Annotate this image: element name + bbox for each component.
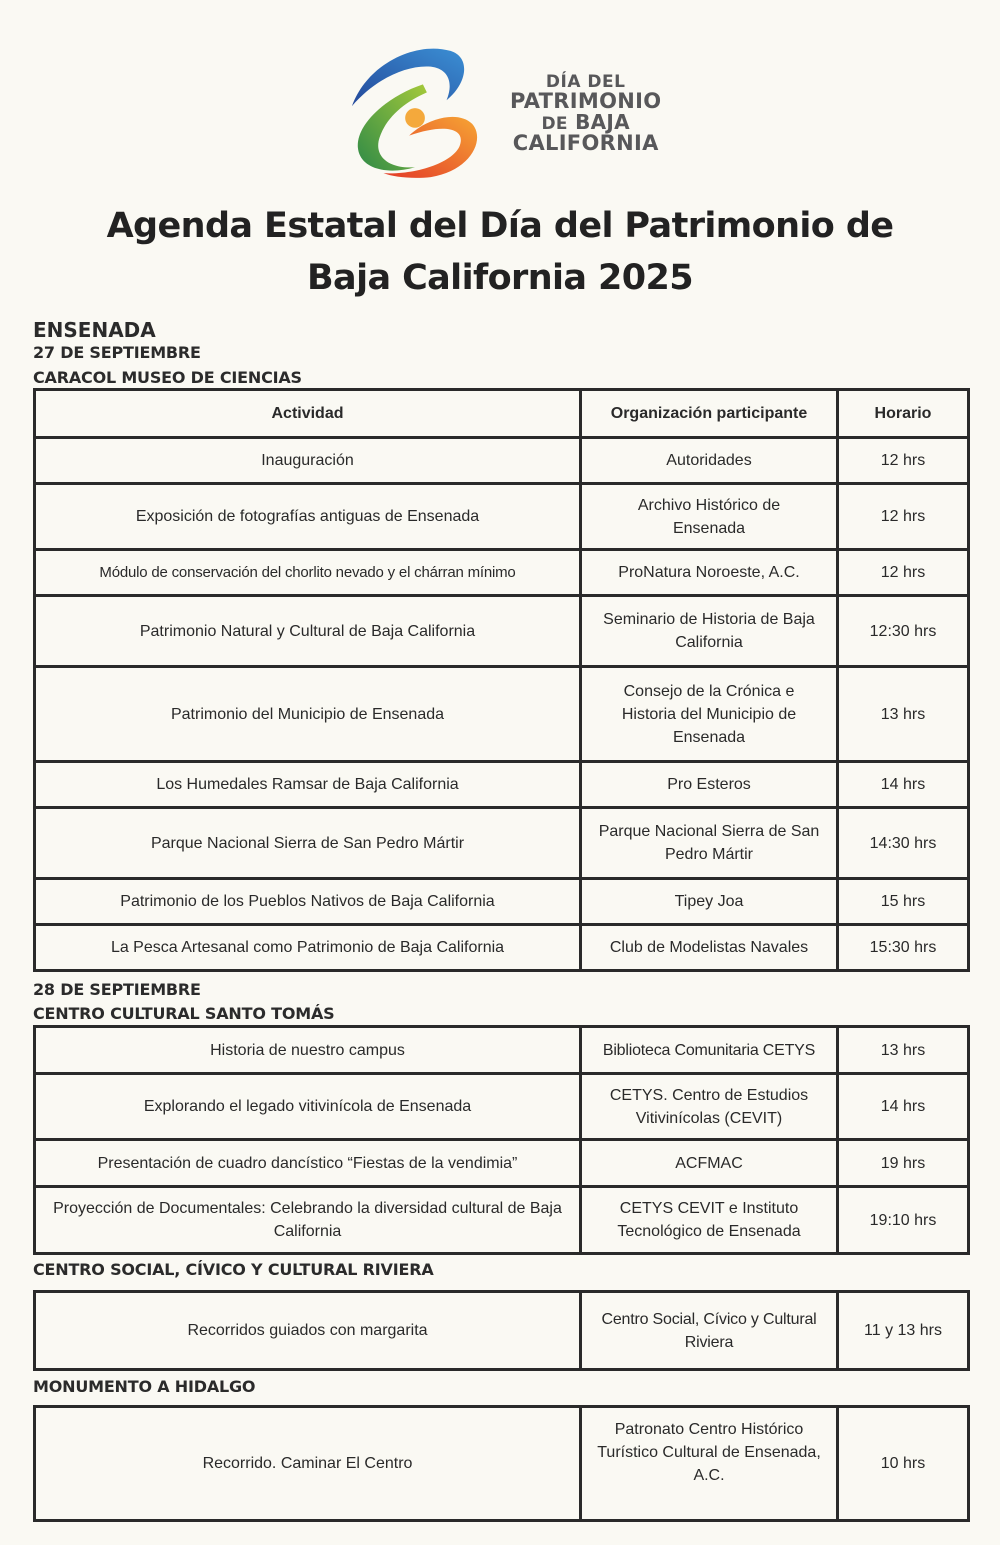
- organization-cell: ACFMAC: [581, 1140, 838, 1187]
- page-title: [0, 200, 1000, 304]
- activity-cell: Parque Nacional Sierra de San Pedro Mártir: [35, 808, 581, 879]
- organization-cell: Club de Modelistas Navales: [581, 925, 838, 971]
- schedule-cell: 12:30 hrs: [838, 596, 969, 667]
- activity-cell: Inauguración: [35, 438, 581, 484]
- logo-line-4: CALIFORNIA: [512, 131, 659, 155]
- schedule-cell: 14:30 hrs: [838, 808, 969, 879]
- venue-heading-monumento-hidalgo: MONUMENTO A HIDALGO: [33, 1377, 256, 1396]
- logo-line-1: DÍA DEL: [545, 72, 626, 92]
- venue-heading-caracol: CARACOL MUSEO DE CIENCIAS: [33, 368, 302, 387]
- schedule-cell: 15:30 hrs: [838, 925, 969, 971]
- organization-text: Patronato Centro Histórico Turístico Cultural de Ensenada, A.C.: [597, 1421, 821, 1484]
- column-header-organization: Organización participante: [581, 390, 838, 438]
- venue-heading-riviera: CENTRO SOCIAL, CÍVICO Y CULTURAL RIVIERA: [33, 1260, 434, 1279]
- venue-heading-santo-tomas: CENTRO CULTURAL SANTO TOMÁS: [33, 1004, 335, 1023]
- activity-cell: Patrimonio Natural y Cultural de Baja California: [35, 596, 581, 667]
- schedule-cell: 14 hrs: [838, 1074, 969, 1140]
- activity-cell: Módulo de conservación del chorlito nevado y el chárran mínimo: [35, 550, 581, 596]
- table-row: [35, 667, 969, 762]
- schedule-cell: 13 hrs: [838, 1027, 969, 1074]
- activity-cell: Exposición de fotografías antiguas de Ensenada: [35, 484, 581, 550]
- schedule-cell: 19 hrs: [838, 1140, 969, 1187]
- table-row: [35, 484, 969, 550]
- schedule-cell: 12 hrs: [838, 550, 969, 596]
- page-title-line-2: Baja California 2025: [306, 258, 694, 298]
- organization-text: CETYS. Centro de Estudios Vitivinícolas (CEVIT): [609, 1086, 809, 1127]
- organization-text: Archivo Histórico de Ensenada: [637, 496, 781, 537]
- heritage-day-logo-icon: [348, 45, 486, 183]
- activity-cell: Proyección de Documentales: Celebrando la diversidad cultural de Baja California: [35, 1187, 581, 1254]
- organization-cell: Centro Social, Cívico y Cultural Riviera: [581, 1292, 838, 1370]
- activity-cell: Explorando el legado vitivinícola de Ensenada: [35, 1074, 581, 1140]
- table-row: [35, 1407, 969, 1521]
- activity-cell: Historia de nuestro campus: [35, 1027, 581, 1074]
- column-header-schedule: Horario: [838, 390, 969, 438]
- table-row: [35, 1074, 969, 1140]
- logo-wordmark: [510, 74, 661, 154]
- organization-cell: [581, 1187, 838, 1254]
- organization-cell: Biblioteca Comunitaria CETYS: [581, 1027, 838, 1074]
- activity-cell: Presentación de cuadro dancístico “Fiestas de la vendimia”: [35, 1140, 581, 1187]
- table-row: [35, 808, 969, 879]
- table-row: [35, 1140, 969, 1187]
- table-row: [35, 879, 969, 925]
- organization-cell: Autoridades: [581, 438, 838, 484]
- table-row: [35, 1292, 969, 1370]
- schedule-cell: 10 hrs: [838, 1407, 969, 1521]
- table-row: [35, 550, 969, 596]
- agenda-table-santo-tomas: [33, 1025, 970, 1255]
- table-row: [35, 1027, 969, 1074]
- schedule-cell: 19:10 hrs: [838, 1187, 969, 1254]
- organization-cell: ProNatura Noroeste, A.C.: [581, 550, 838, 596]
- date-heading-day-2: 28 DE SEPTIEMBRE: [33, 980, 201, 999]
- organization-cell: Seminario de Historia de Baja California: [581, 596, 838, 667]
- organization-cell: [581, 484, 838, 550]
- activity-cell: Patrimonio de los Pueblos Nativos de Baja California: [35, 879, 581, 925]
- logo: [348, 44, 668, 184]
- activity-cell: Recorridos guiados con margarita: [35, 1292, 581, 1370]
- organization-cell: [581, 667, 838, 762]
- organization-cell: Tipey Joa: [581, 879, 838, 925]
- agenda-table-caracol: [33, 388, 970, 972]
- activity-cell: La Pesca Artesanal como Patrimonio de Baja California: [35, 925, 581, 971]
- organization-cell: Parque Nacional Sierra de San Pedro Mártir: [581, 808, 838, 879]
- schedule-cell: 13 hrs: [838, 667, 969, 762]
- city-heading: ENSENADA: [33, 318, 156, 342]
- organization-text: Consejo de la Crónica e Historia del Municipio de Ensenada: [621, 682, 797, 746]
- schedule-cell: 14 hrs: [838, 762, 969, 808]
- logo-line-3: [541, 112, 629, 133]
- schedule-cell: 15 hrs: [838, 879, 969, 925]
- agenda-table-monumento-hidalgo: [33, 1405, 970, 1522]
- organization-text: CETYS CEVIT e Instituto Tecnológico de Ensenada: [617, 1200, 801, 1240]
- agenda-table-riviera: [33, 1290, 970, 1371]
- schedule-cell: 12 hrs: [838, 438, 969, 484]
- table-row: [35, 1187, 969, 1254]
- table-row: [35, 925, 969, 971]
- activity-cell: Recorrido. Caminar El Centro: [35, 1407, 581, 1521]
- logo-line-3b: BAJA: [575, 110, 630, 134]
- schedule-cell: 12 hrs: [838, 484, 969, 550]
- table-row: [35, 596, 969, 667]
- logo-line-3a: DE: [541, 114, 568, 134]
- table-row: [35, 438, 969, 484]
- page-title-line-1: Agenda Estatal del Día del Patrimonio de: [106, 206, 894, 246]
- table-row: [35, 762, 969, 808]
- activity-cell: Los Humedales Ramsar de Baja California: [35, 762, 581, 808]
- activity-cell: Patrimonio del Municipio de Ensenada: [35, 667, 581, 762]
- organization-cell: [581, 1407, 838, 1521]
- column-header-activity: Actividad: [35, 390, 581, 438]
- date-heading-day-1: 27 DE SEPTIEMBRE: [33, 343, 201, 362]
- table-header-row: [35, 390, 969, 438]
- organization-cell: [581, 1074, 838, 1140]
- schedule-cell: 11 y 13 hrs: [838, 1292, 969, 1370]
- logo-line-2: PATRIMONIO: [510, 89, 662, 113]
- organization-cell: Pro Esteros: [581, 762, 838, 808]
